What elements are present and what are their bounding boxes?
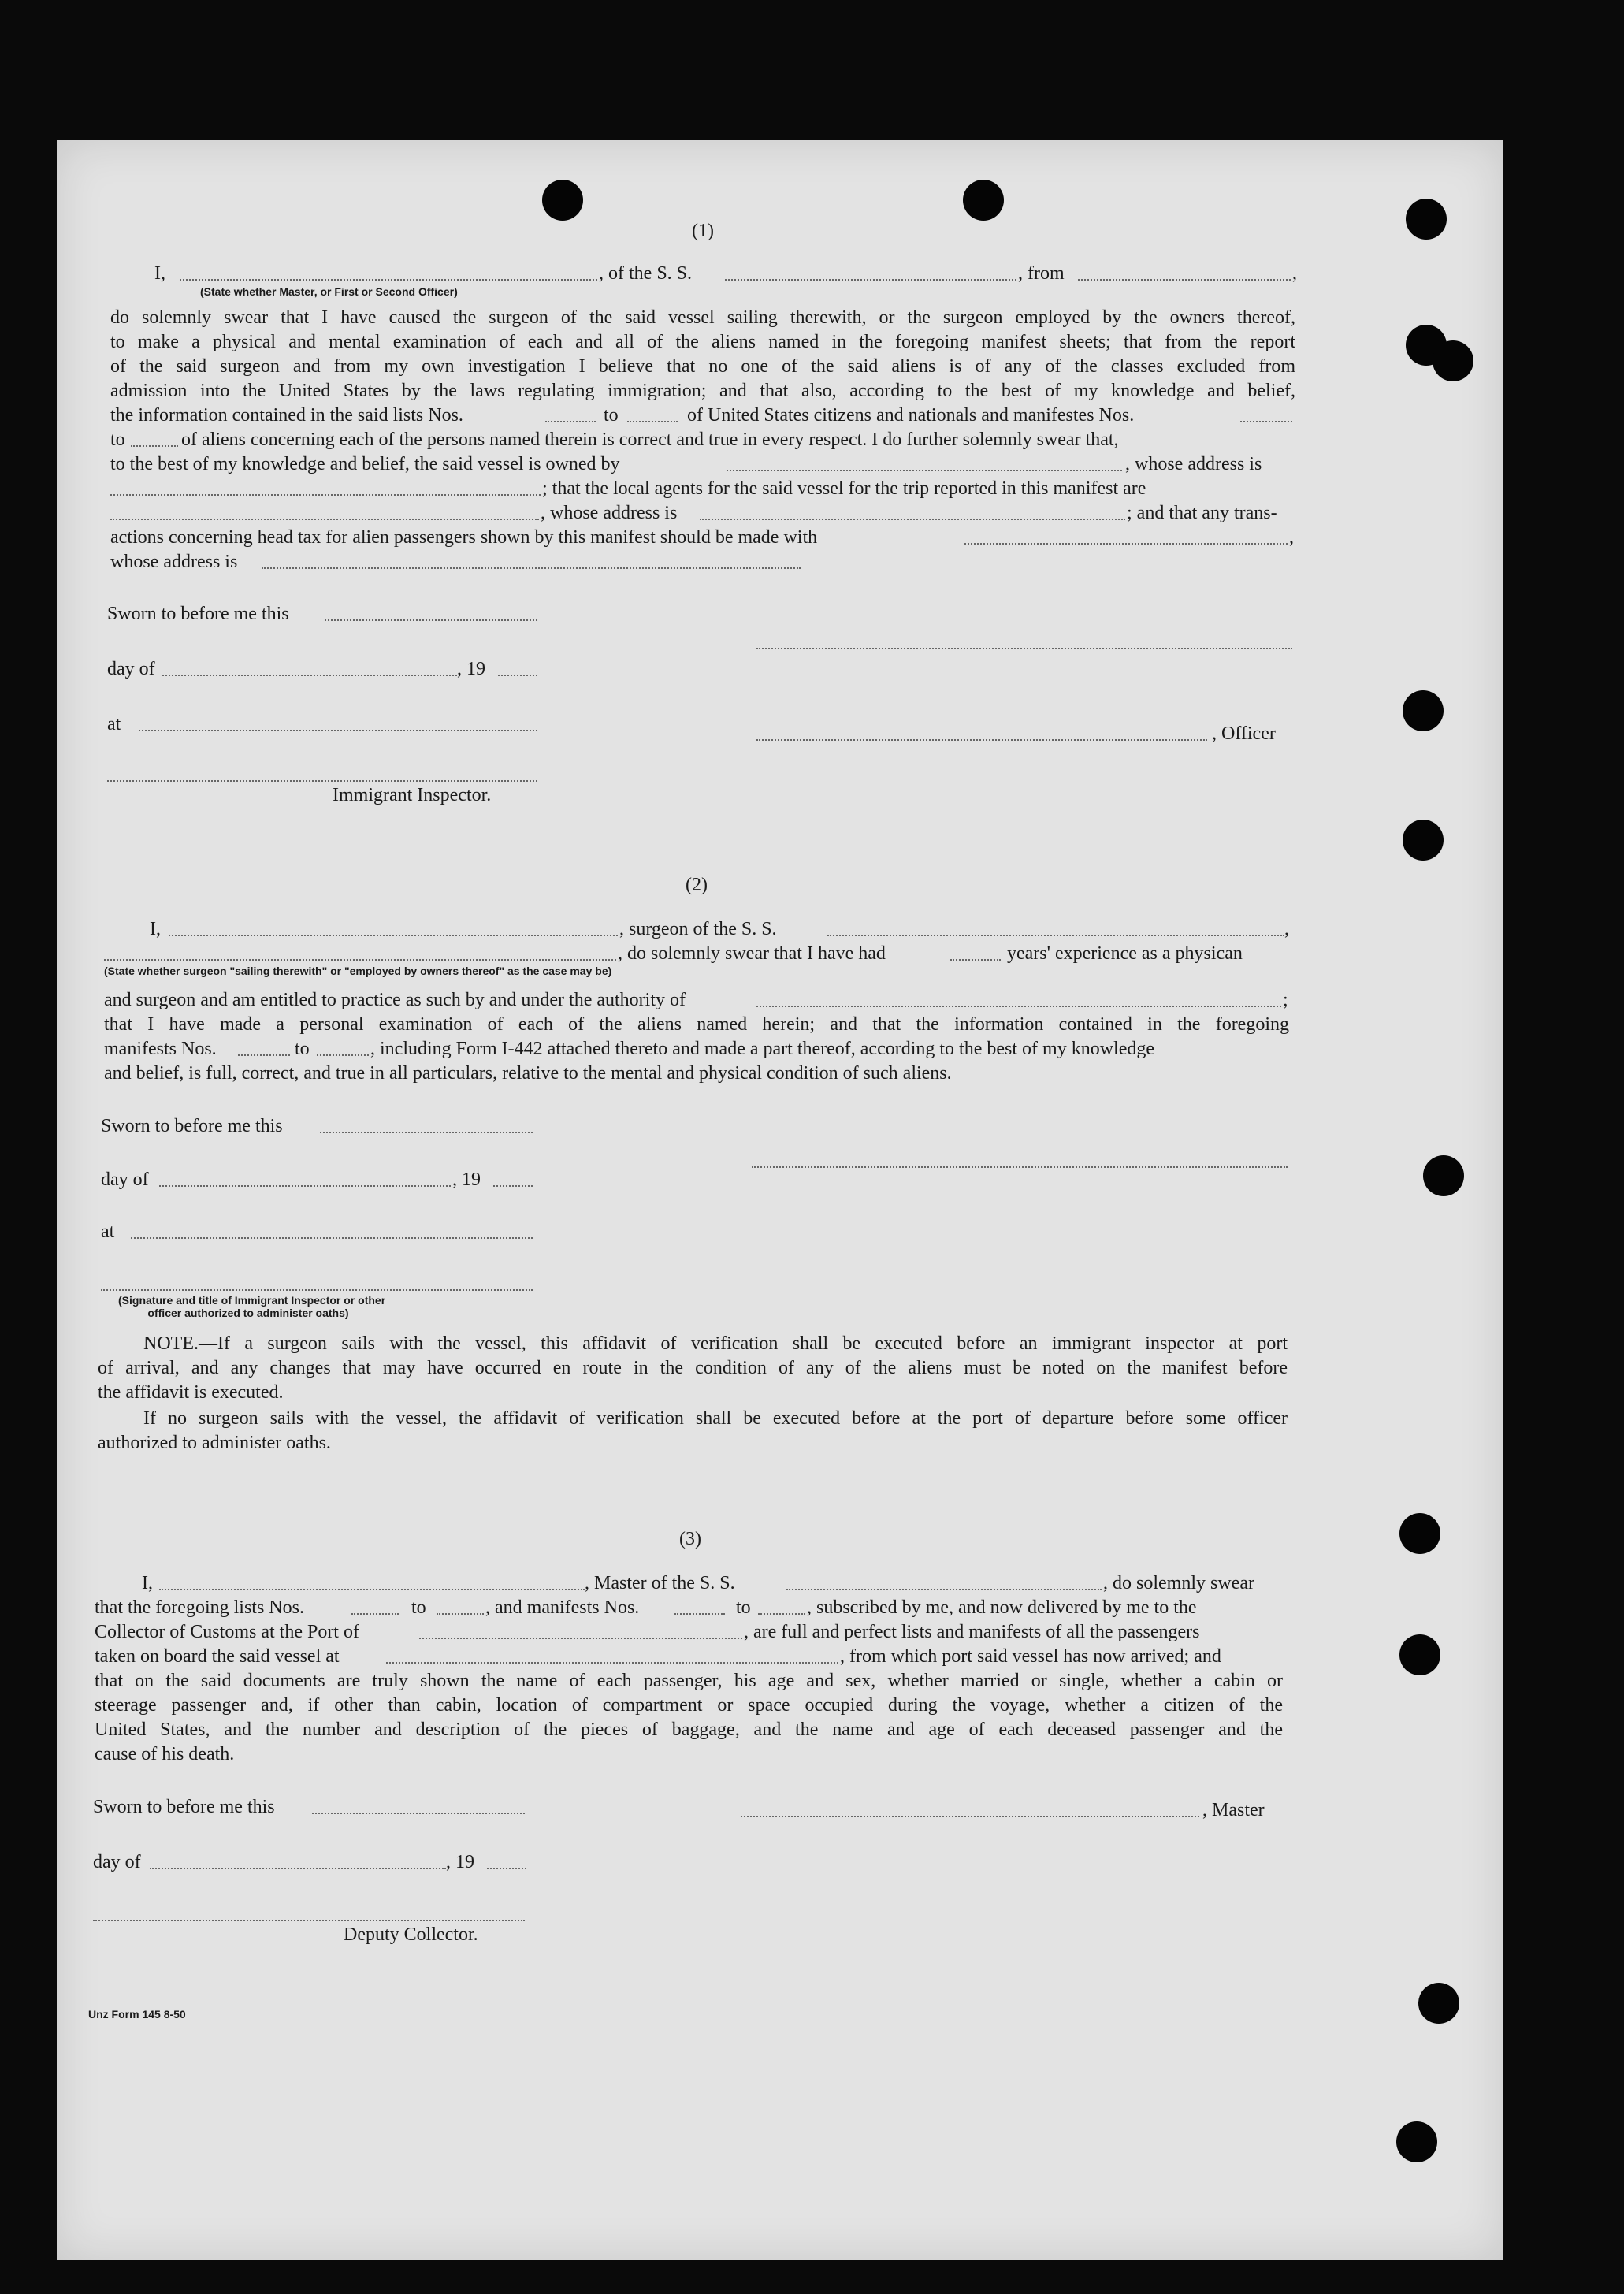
s3-collector: Collector of Customs at the Port of [95, 1622, 359, 1642]
s1-manifest-from-field[interactable] [1240, 421, 1292, 422]
s3-para-line-8: cause of his death. [95, 1744, 235, 1764]
s1-year-label: , 19 [457, 659, 485, 679]
s2-year-field[interactable] [493, 1185, 533, 1187]
s1-transactions: ; and that any trans- [1127, 503, 1277, 523]
local-agents-field[interactable] [110, 519, 539, 520]
s3-taken-aboard: taken on board the said vessel at [95, 1646, 340, 1667]
s2-day-of-field[interactable] [159, 1185, 451, 1187]
s3-para-line-6: steerage passenger and, if other than cabin, location of compartment or space occupied during the voyage, whether a citizen of the [95, 1695, 1283, 1716]
s3-year-field[interactable] [487, 1868, 526, 1869]
s1-lists-from-field[interactable] [545, 421, 596, 422]
s1-whose-address: , whose address is [1125, 454, 1262, 474]
s3-vessel-field[interactable] [786, 1589, 1102, 1590]
s2-note-line-3: the affidavit is executed. [98, 1382, 284, 1403]
s2-i: I, [150, 919, 161, 939]
s1-comma: , [1292, 263, 1297, 284]
s2-note-line-2: of arrival, and any changes that may have occurred en route in the condition of any of the aliens must be noted on the manifest before [98, 1358, 1288, 1378]
s2-vessel-field[interactable] [827, 935, 1284, 936]
s1-sworn-label: Sworn to before me this [107, 604, 289, 624]
s2-semicolon: ; [1283, 990, 1288, 1010]
s2-note2-line-1: If no surgeon sails with the vessel, the affidavit of verification shall be executed before at the port of departure before some officer [143, 1408, 1288, 1429]
s3-lists-from-field[interactable] [351, 1613, 399, 1615]
s3-manifest-to-field[interactable] [758, 1613, 805, 1615]
s2-solemnly-swear: , do solemnly swear that I have had [618, 943, 886, 964]
s1-officer-signature-field[interactable] [756, 739, 1207, 741]
s1-officer-label: , Officer [1212, 723, 1276, 744]
port-field[interactable] [419, 1638, 742, 1639]
punch-hole-right-5 [1423, 1155, 1464, 1196]
s3-subscribed: , subscribed by me, and now delivered by me to the [807, 1597, 1197, 1618]
s2-day-of-label: day of [101, 1169, 149, 1190]
s2-manifest-from-field[interactable] [238, 1054, 290, 1056]
years-experience-field[interactable] [950, 959, 1001, 961]
s2-to: to [295, 1039, 310, 1059]
s2-status-note: (State whether surgeon "sailing therewith" or "employed by owners thereof" as the case may be) [104, 965, 612, 977]
s1-para-line-3: of the said surgeon and from my own investigation I believe that no one of the said aliens is of any of the classes excluded from [110, 356, 1295, 377]
s1-para-line-2: to make a physical and mental examination of each and all of the aliens named in the foregoing manifest sheets; that from the report [110, 332, 1295, 352]
s3-manifests-nos: , and manifests Nos. [485, 1597, 640, 1618]
s3-sworn-label: Sworn to before me this [93, 1797, 275, 1817]
punch-hole-top-left [542, 180, 583, 221]
s2-sig-note-2: officer authorized to administer oaths) [147, 1307, 349, 1319]
owner-address-field[interactable] [110, 494, 541, 496]
owner-field[interactable] [727, 470, 1122, 471]
punch-hole-right-1 [1406, 199, 1447, 240]
s2-surgeon-of-ss: , surgeon of the S. S. [619, 919, 777, 939]
s3-master-signature-field[interactable] [741, 1816, 1199, 1817]
s1-of-the-ss: , of the S. S. [599, 263, 693, 284]
s2-sworn-field[interactable] [320, 1132, 533, 1133]
s2-sworn-label: Sworn to before me this [101, 1116, 283, 1136]
s1-para-line-4: admission into the United States by the laws regulating immigration; and that also, according to the best of my knowledge and belief, [110, 381, 1295, 401]
head-tax-contact-field[interactable] [964, 543, 1288, 545]
s1-year-field[interactable] [498, 675, 537, 676]
contact-address-field[interactable] [262, 567, 801, 569]
departure-port-field[interactable] [386, 1662, 838, 1664]
s3-year-label: , 19 [446, 1852, 474, 1872]
s3-i: I, [142, 1573, 153, 1593]
s2-year-label: , 19 [452, 1169, 481, 1190]
s3-solemnly-swear: , do solemnly swear [1103, 1573, 1254, 1593]
officer-title-field[interactable] [180, 279, 597, 281]
s1-officer-signature-top[interactable] [756, 648, 1292, 649]
s1-local-agents: ; that the local agents for the said vessel for the trip reported in this manifest are [542, 478, 1146, 499]
s3-to: to [411, 1597, 426, 1618]
s2-including: , including Form I-442 attached thereto and made a part thereof, according to the best of my knowledge [370, 1039, 1155, 1059]
s2-manifests-nos: manifests Nos. [104, 1039, 217, 1059]
s1-day-of-label: day of [107, 659, 155, 679]
s1-from: , from [1018, 263, 1065, 284]
punch-hole-right-6 [1399, 1513, 1440, 1554]
s3-lists-to-field[interactable] [437, 1613, 484, 1615]
agents-address-field[interactable] [700, 519, 1125, 520]
s3-deputy-label: Deputy Collector. [344, 1924, 478, 1945]
punch-hole-right-7 [1399, 1634, 1440, 1675]
s3-para-line-7: United States, and the number and description of the pieces of baggage, and the name and age of each deceased passenger and the [95, 1720, 1283, 1740]
s1-manifest-to-field[interactable] [131, 445, 178, 447]
s1-para-line-1: do solemnly swear that I have caused the surgeon of the said vessel sailing therewith, or the surgeon employed by the owners thereof, [110, 307, 1295, 328]
s3-manifest-from-field[interactable] [674, 1613, 725, 1615]
s2-inspector-signature-field[interactable] [101, 1289, 533, 1291]
s2-practice: and surgeon and am entitled to practice as such by and under the authority of [104, 990, 686, 1010]
from-port-field[interactable] [1078, 279, 1291, 281]
s1-lists-to-field[interactable] [627, 421, 678, 422]
punch-hole-right-8 [1418, 1983, 1459, 2024]
s1-i: I, [154, 263, 165, 284]
s3-para-line-5: that on the said documents are truly shown the name of each passenger, his age and sex, whether married or single, whether a cabin or [95, 1671, 1283, 1691]
punch-hole-right-3 [1403, 690, 1444, 731]
s3-master-of-ss: , Master of the S. S. [585, 1573, 735, 1593]
s2-comma: , [1284, 919, 1289, 939]
s1-at-field[interactable] [139, 730, 537, 731]
form-number: Unz Form 145 8-50 [88, 2008, 186, 2021]
s1-sworn-field[interactable] [325, 619, 537, 621]
s1-to: to [604, 405, 619, 426]
s3-day-of-field[interactable] [150, 1868, 446, 1869]
s1-day-of-field[interactable] [162, 675, 457, 676]
s3-lists-nos: that the foregoing lists Nos. [95, 1597, 304, 1618]
s1-inspector-signature-field[interactable] [107, 780, 537, 782]
s3-deputy-signature-field[interactable] [93, 1920, 525, 1921]
surgeon-name-field[interactable] [169, 935, 618, 936]
s2-para-line-4: and belief, is full, correct, and true in all particulars, relative to the mental and physical condition of such aliens. [104, 1063, 952, 1084]
s1-comma-2: , [1289, 527, 1294, 548]
s2-para-line-2: that I have made a personal examination of each of the aliens named herein; and that the information contained in the foregoing [104, 1014, 1289, 1035]
s3-master-label: , Master [1202, 1800, 1265, 1820]
punch-hole-right-4 [1403, 820, 1444, 861]
s1-title-note: (State whether Master, or First or Second Officer) [200, 285, 458, 298]
vessel-name-field[interactable] [725, 279, 1016, 281]
s2-note-line-1: NOTE.—If a surgeon sails with the vessel, this affidavit of verification shall be executed before an immigrant inspector at port [143, 1333, 1288, 1354]
s3-full-lists: , are full and perfect lists and manifests of all the passengers [744, 1622, 1200, 1642]
section-2-number: (2) [686, 875, 708, 895]
section-3-number: (3) [679, 1529, 701, 1549]
s1-at-label: at [107, 714, 121, 734]
s2-at-field[interactable] [131, 1237, 533, 1239]
s1-whose-address-3: whose address is [110, 552, 238, 572]
s1-citizens: of United States citizens and nationals and manifestes Nos. [687, 405, 1135, 426]
surgeon-status-field[interactable] [104, 959, 616, 961]
s2-years-experience: years' experience as a physican [1007, 943, 1243, 964]
s1-head-tax: actions concerning head tax for alien passengers shown by this manifest should be made with [110, 527, 818, 548]
authority-field[interactable] [756, 1006, 1281, 1007]
section-1-number: (1) [692, 221, 714, 241]
s2-sig-note-1: (Signature and title of Immigrant Inspector or other [118, 1294, 386, 1307]
s1-whose-address-2: , whose address is [541, 503, 678, 523]
s1-lists-nos: the information contained in the said lists Nos. [110, 405, 463, 426]
s3-sworn-field[interactable] [312, 1813, 525, 1814]
s1-inspector-label: Immigrant Inspector. [333, 785, 492, 805]
s2-at-label: at [101, 1221, 115, 1242]
punch-hole-right-9 [1396, 2121, 1437, 2162]
s3-day-of-label: day of [93, 1852, 141, 1872]
s1-aliens: of aliens concerning each of the persons named therein is correct and true in every respect. I do further solemnly swear that, [181, 429, 1119, 450]
s2-manifest-to-field[interactable] [317, 1054, 369, 1056]
s2-note2-line-2: authorized to administer oaths. [98, 1433, 331, 1453]
s3-to-2: to [736, 1597, 751, 1618]
master-name-field[interactable] [159, 1589, 585, 1590]
s1-to-2: to [110, 429, 125, 450]
s2-surgeon-signature-field[interactable] [752, 1166, 1288, 1168]
s3-arrived: , from which port said vessel has now arrived; and [840, 1646, 1221, 1667]
s1-owned-by: to the best of my knowledge and belief, the said vessel is owned by [110, 454, 620, 474]
punch-hole-right-2b [1433, 340, 1473, 381]
punch-hole-top-middle [963, 180, 1004, 221]
